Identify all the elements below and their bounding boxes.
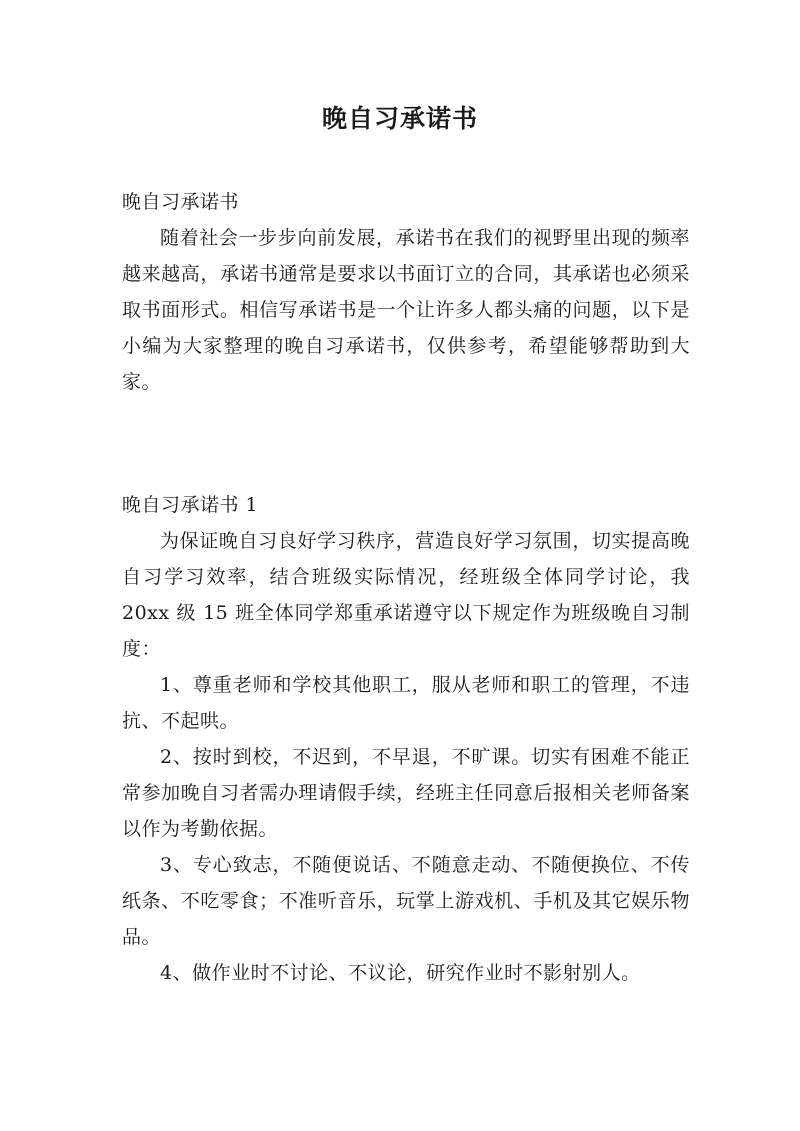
document-title: 晚自习承诺书 [321, 104, 478, 133]
rule-item-3: 3、专心致志，不随便说话、不随意走动、不随便换位、不传纸条、不吃零食；不准听音乐，玩掌上游戏机、手机及其它娱乐物品。 [122, 854, 690, 948]
preamble-paragraph: 为保证晚自习良好学习秩序，营造良好学习氛围，切实提高晚自习学习效率，结合班级实际情况，经班级全体同学讨论，我 20xx 级 15 班全体同学郑重承诺遵守以下规定作为班级晚自习制度： [122, 530, 690, 660]
intro-heading: 晚自习承诺书 [122, 191, 240, 213]
rule-item-1: 1、尊重老师和学校其他职工，服从老师和职工的管理，不违抗、不起哄。 [122, 674, 690, 732]
intro-paragraph: 随着社会一步步向前发展，承诺书在我们的视野里出现的频率越来越高，承诺书通常是要求以书面订立的合同，其承诺也必须采取书面形式。相信写承诺书是一个让许多人都头痛的问题，以下是小编为大家整理的晚自习承诺书，仅供参考，希望能够帮助到大家。 [122, 227, 690, 393]
rule-item-2: 2、按时到校，不迟到，不早退，不旷课。切实有困难不能正常参加晚自习者需办理请假手续，经班主任同意后报相关老师备案以作为考勤依据。 [122, 746, 690, 840]
intro-section [122, 184, 690, 400]
commitment-section [122, 487, 690, 991]
section-heading: 晚自习承诺书 1 [122, 494, 259, 516]
rule-item-4: 4、做作业时不讨论、不议论，研究作业时不影射别人。 [160, 962, 641, 984]
